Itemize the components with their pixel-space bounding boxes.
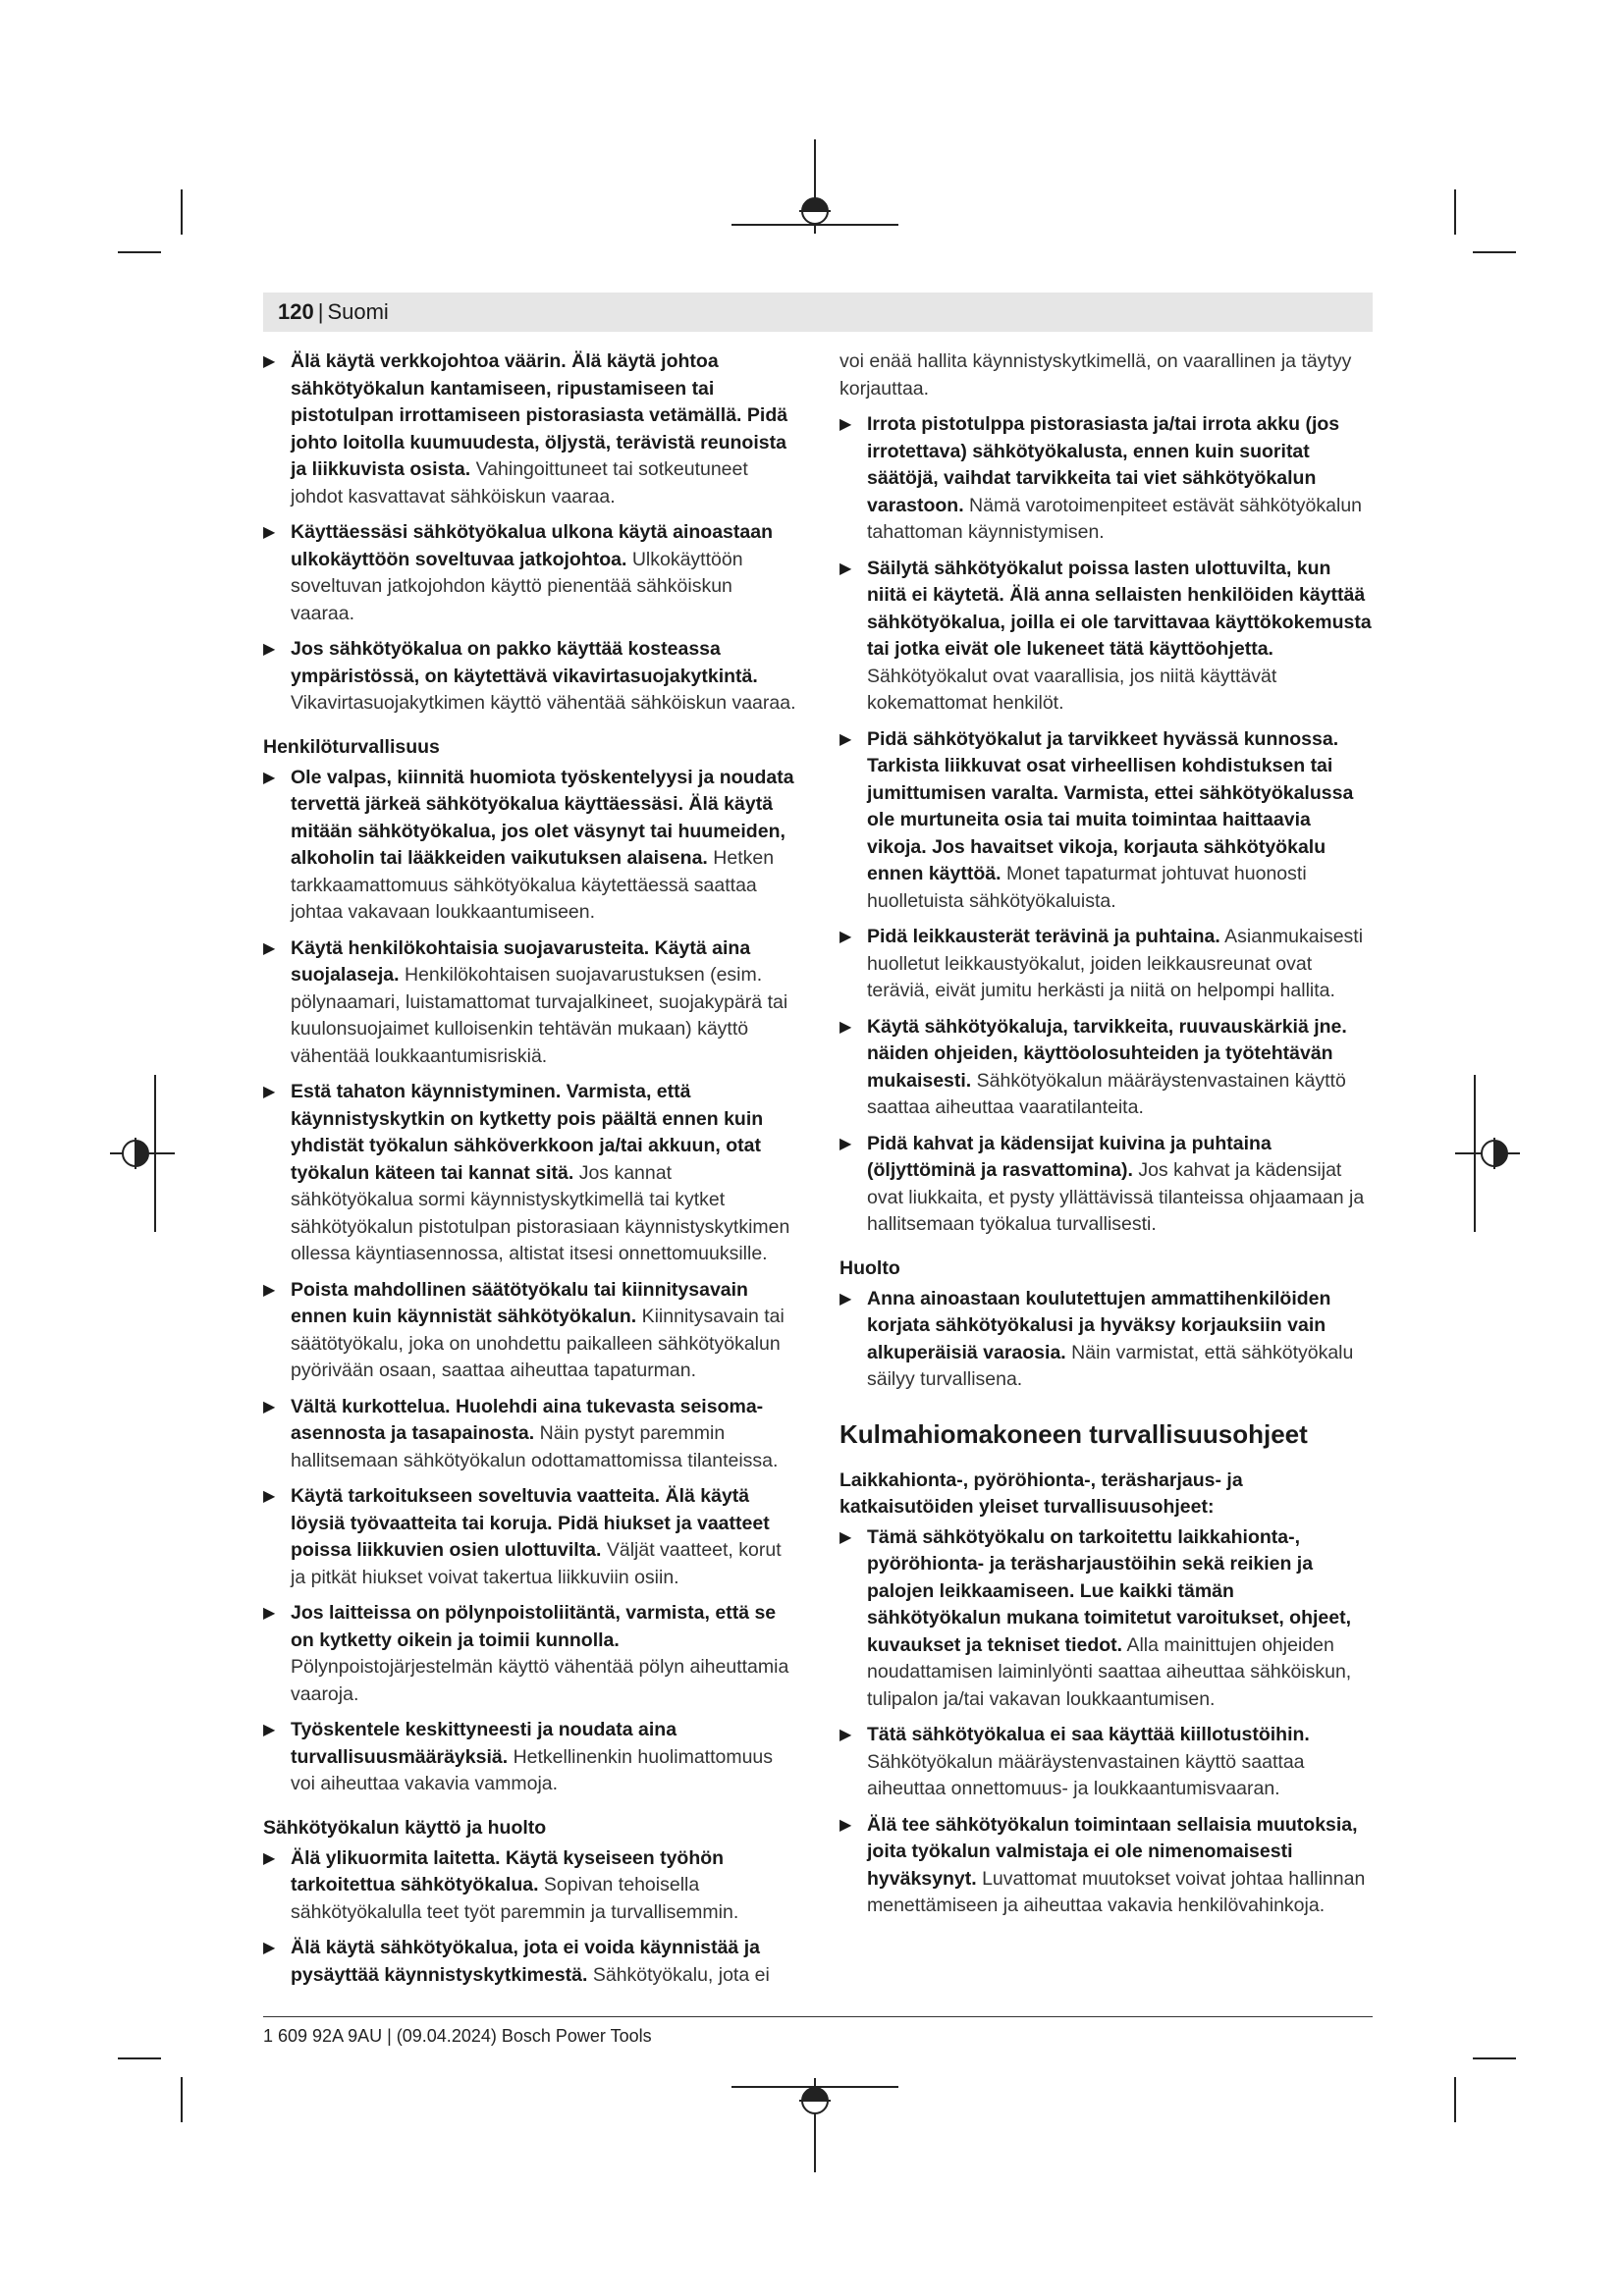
language-label: Suomi	[327, 299, 389, 324]
bullet-arrow-icon: ▶	[263, 1849, 276, 1867]
safety-item	[263, 519, 796, 627]
instruction-bold: Käyttäessäsi sähkötyökalua ulkona käytä ainoastaan ulkokäyttöön soveltuvaa jatkojohtoa.	[291, 521, 773, 570]
instruction-bold: Käytä tarkoitukseen soveltuvia vaatteita. Älä käytä löysiä työvaatteita tai koruja. Pidä hiukset ja vaatteet poissa liikkuvien osien ulottuvilta.	[291, 1485, 770, 1561]
page-header	[278, 298, 389, 326]
registration-mark-icon	[108, 1070, 177, 1237]
instruction-explanation: Vahingoittuneet tai sotkeutuneet johdot kasvattavat sähköiskun vaaraa.	[291, 458, 748, 507]
safety-item	[839, 1812, 1373, 1920]
instruction-bold: Poista mahdollinen säätötyökalu tai kiinnitysavain ennen kuin käynnistät sähkötyökalun.	[291, 1278, 748, 1327]
instruction-explanation: Näin pystyt paremmin hallitsemaan sähkötyökalun odottamattomissa tilanteissa.	[291, 1422, 779, 1471]
instruction-explanation: Pölynpoistojärjestelmän käyttö vähentää pölyn aiheuttamia vaaroja.	[291, 1656, 789, 1705]
bullet-arrow-icon: ▶	[839, 560, 852, 577]
safety-item	[839, 1286, 1373, 1394]
bullet-arrow-icon: ▶	[839, 1018, 852, 1036]
crop-mark	[1473, 251, 1516, 253]
bullet-arrow-icon: ▶	[263, 1605, 276, 1622]
instruction-bold: Jos sähkötyökalua on pakko käyttää kosteassa ympäristössä, on käytettävä vikavirtasuojakytkintä.	[291, 638, 758, 687]
bullet-arrow-icon: ▶	[263, 1722, 276, 1738]
safety-item	[839, 1722, 1373, 1803]
right-column	[839, 348, 1373, 1929]
safety-item	[839, 556, 1373, 718]
safety-item	[263, 636, 796, 718]
instruction-explanation: Nämä varotoimenpiteet estävät sähkötyökalun tahattoman käynnistymisen.	[867, 494, 1363, 543]
section-subheading: Henkilöturvallisuus	[263, 735, 440, 758]
bullet-arrow-icon: ▶	[263, 353, 276, 370]
crop-mark	[1454, 189, 1456, 235]
left-column	[263, 348, 796, 1998]
instruction-explanation: Asianmukaisesti huolletut leikkaustyökalut, joiden leikkausreunat ovat teräviä, eivät jumitu herkästi ja niitä on helpompi hallita.	[867, 926, 1364, 1001]
safety-item	[263, 765, 796, 927]
instruction-bold: Tämä sähkötyökalu on tarkoitettu laikkahionta-, pyöröhionta- ja teräsharjaustöihin sekä reikien ja palojen leikkaamiseen. Lue kaikki tämän sähkötyökalun mukana toimitetut varoitukset, ohjeet, kuvaukset ja tekniset tiedot.	[867, 1525, 1352, 1656]
registration-mark-icon	[727, 137, 903, 236]
section-title: Kulmahiomakoneen turvallisuusohjeet	[839, 1418, 1308, 1449]
instruction-explanation: Alla mainittujen ohjeiden noudattamisen laiminlyönti saattaa aiheuttaa sähköiskun, tulipalon ja/tai vakavan loukkaantumisen.	[867, 1633, 1352, 1710]
footer-divider	[263, 2016, 1373, 2017]
crop-mark	[118, 251, 161, 253]
bullet-arrow-icon: ▶	[263, 769, 276, 786]
instruction-explanation: Jos kannat sähkötyökalua sormi käynnistyskytkimellä tai kytket sähkötyökalun pistotulpan pistorasiaan käynnistyskytkimen ollessa käyntiasennossa, altistat itsesi onnettomuuksille.	[291, 1161, 790, 1264]
instruction-bold: Käytä sähkötyökaluja, tarvikkeita, ruuvauskärkiä jne. näiden ohjeiden, käyttöolosuhteiden ja työtehtävän mukaisesti.	[867, 1015, 1347, 1092]
instruction-explanation: Monet tapaturmat johtuvat huonosti huolletuista sähkötyökaluista.	[867, 863, 1307, 912]
safety-item	[839, 1014, 1373, 1122]
registration-mark-icon	[727, 2076, 903, 2174]
instruction-explanation: Kiinnitysavain tai säätötyökalu, joka on unohdettu paikalleen sähkötyökalun pyörivään osaan, saattaa aiheuttaa tapaturman.	[291, 1306, 785, 1381]
bullet-arrow-icon: ▶	[263, 1398, 276, 1415]
instruction-bold: Ole valpas, kiinnitä huomiota työskentelyysi ja noudata tervettä järkeä sähkötyökalua käyttäessäsi. Älä käytä mitään sähkötyökalua, jos olet väsynyt tai huumeiden, alkoholin tai lääkkeiden vaikutuksen alaisena.	[291, 766, 794, 869]
bullet-arrow-icon: ▶	[839, 730, 852, 748]
safety-item	[839, 726, 1373, 916]
crop-mark	[181, 189, 183, 235]
instruction-explanation: Ulkokäyttöön soveltuvan jatkojohdon käyttö pienentää sähköiskun vaaraa.	[291, 548, 743, 624]
instruction-explanation: Hetkellinenkin huolimattomuus voi aiheuttaa vakavia vammoja.	[291, 1745, 774, 1794]
registration-mark-icon	[1453, 1070, 1522, 1237]
bullet-arrow-icon: ▶	[839, 1135, 852, 1152]
bullet-arrow-icon: ▶	[263, 939, 276, 957]
bullet-arrow-icon: ▶	[839, 929, 852, 945]
instruction-bold: Työskentele keskittyneesti ja noudata aina turvallisuusmääräyksiä.	[291, 1719, 677, 1768]
instruction-bold: Vältä kurkottelua. Huolehdi aina tukevasta seisoma-asennosta ja tasapainosta.	[291, 1395, 764, 1444]
section-subheading: Sähkötyökalun käyttö ja huolto	[263, 1816, 547, 1839]
continued-paragraph: voi enää hallita käynnistyskytkimellä, on vaarallinen ja täytyy korjauttaa.	[839, 350, 1352, 400]
bullet-arrow-icon: ▶	[263, 641, 276, 658]
crop-mark	[118, 2057, 161, 2059]
instruction-bold: Irrota pistotulppa pistorasiasta ja/tai irrota akku (jos irrotettava) sähkötyökalusta, ennen kuin suoritat säätöjä, vaihdat tarvikkeita tai viet sähkötyökalun varastoon.	[867, 413, 1340, 516]
instruction-explanation: Sähkötyökalun määräystenvastainen käyttö saattaa aiheuttaa vaaratilanteita.	[867, 1069, 1346, 1118]
instruction-explanation: Vikavirtasuojakytkimen käyttö vähentää sähköiskun vaaraa.	[291, 692, 796, 714]
instruction-bold: Tätä sähkötyökalua ei saa käyttää kiillotustöihin.	[867, 1724, 1310, 1745]
page-number: 120	[278, 299, 314, 324]
safety-item	[263, 1600, 796, 1708]
bullet-arrow-icon: ▶	[263, 1281, 276, 1299]
instruction-explanation: Sähkötyökalu, jota ei	[592, 1963, 770, 1986]
instruction-explanation: Sopivan tehoisella sähkötyökalulla teet työt paremmin ja turvallisemmin.	[291, 1874, 739, 1923]
page-header-bar	[263, 293, 1373, 332]
bullet-arrow-icon: ▶	[263, 1488, 276, 1505]
instruction-explanation: Hetken tarkkaamattomuus sähkötyökalua käytettäessä saattaa johtaa vakavaan loukkaantumiseen.	[291, 847, 775, 923]
instruction-explanation: Jos kahvat ja kädensijat ovat liukkaita, et pysty yllättävissä tilanteissa ohjaamaan ja hallitsemaan työkalua turvallisesti.	[867, 1159, 1365, 1235]
instruction-explanation: Sähkötyökalun määräystenvastainen käyttö saattaa aiheuttaa onnettomuus- ja loukkaantumisvaaran.	[867, 1750, 1305, 1799]
safety-item	[263, 1717, 796, 1798]
bullet-arrow-icon: ▶	[839, 1528, 852, 1546]
safety-item	[839, 411, 1373, 547]
bullet-arrow-icon: ▶	[263, 1940, 276, 1956]
bullet-arrow-icon: ▶	[839, 1816, 852, 1834]
footer-text: 1 609 92A 9AU | (09.04.2024) Bosch Power Tools	[263, 2026, 652, 2046]
safety-item	[839, 1131, 1373, 1239]
safety-item	[263, 1277, 796, 1385]
bullet-arrow-icon: ▶	[263, 1084, 276, 1100]
instruction-bold: Säilytä sähkötyökalut poissa lasten ulottuvilta, kun niitä ei käytetä. Älä anna sellaisten henkilöiden käyttää sähkötyökalua, joilla ei ole tarvittavaa käyttökokemusta tai jotka eivät ole lukeneet tätä käyttöohjetta.	[867, 557, 1372, 660]
safety-item	[839, 924, 1373, 1005]
section-subheading: Laikkahionta-, pyöröhionta-, teräsharjaus- ja katkaisutöiden yleiset turvallisuusohjeet:	[839, 1468, 1243, 1518]
instruction-explanation: Sähkötyökalut ovat vaarallisia, jos niitä käyttävät kokemattomat henkilöt.	[867, 665, 1277, 714]
safety-item	[263, 348, 796, 510]
instruction-explanation: Luvattomat muutokset voivat johtaa hallinnan menettämiseen ja aiheuttaa vakavia henkilövahinkoja.	[867, 1867, 1366, 1916]
safety-item	[263, 1935, 796, 1989]
safety-item	[263, 1845, 796, 1927]
instruction-bold: Älä käytä verkkojohtoa väärin. Älä käytä johtoa sähkötyökalun kantamiseen, ripustamiseen tai pistotulpan irrottamiseen pistorasiasta vetämällä. Pidä johto loitolla kuumuudesta, öljystä, terävistä reunoista ja liikkuvista osista.	[291, 350, 788, 480]
section-subheading: Huolto	[839, 1256, 900, 1279]
instruction-bold: Pidä leikkausterät terävinä ja puhtaina.	[867, 926, 1220, 947]
bullet-arrow-icon: ▶	[263, 524, 276, 541]
instruction-bold: Älä tee sähkötyökalun toimintaan sellaisia muutoksia, joita työkalun valmistaja ei ole nimenomaisesti hyväksynyt.	[867, 1813, 1358, 1890]
instruction-bold: Käytä henkilökohtaisia suojavarusteita. Käytä aina suojalaseja.	[291, 936, 751, 986]
bullet-arrow-icon: ▶	[839, 1290, 852, 1308]
instruction-explanation: Henkilökohtaisen suojavarustuksen (esim. pölynaamari, luistamattomat turvajalkineet, suojakypärä tai kuulonsuojaimet kulloisenkin tehtävän mukaan) käyttö vähentää loukkaantumisriskiä.	[291, 964, 788, 1067]
safety-item	[839, 1524, 1373, 1714]
header-separator: |	[317, 299, 324, 324]
instruction-bold: Älä ylikuormita laitetta. Käytä kyseiseen työhön tarkoitettua sähkötyökalua.	[291, 1846, 725, 1896]
instruction-bold: Pidä kahvat ja kädensijat kuivina ja puhtaina (öljyttöminä ja rasvattomina).	[867, 1132, 1272, 1181]
safety-item	[263, 1483, 796, 1591]
crop-mark	[1454, 2077, 1456, 2122]
crop-mark	[181, 2077, 183, 2122]
instruction-bold: Anna ainoastaan koulutettujen ammattihenkilöiden korjata sähkötyökalusi ja hyväksy korjauksiin vain alkuperäisiä varaosia.	[867, 1287, 1331, 1363]
instruction-bold: Älä käytä sähkötyökalua, jota ei voida käynnistää ja pysäyttää käynnistyskytkimestä.	[291, 1937, 760, 1986]
safety-item	[263, 1394, 796, 1475]
bullet-arrow-icon: ▶	[839, 416, 852, 433]
instruction-bold: Pidä sähkötyökalut ja tarvikkeet hyvässä kunnossa. Tarkista liikkuvat osat virheellisen kohdistuksen tai jumittumisen varalta. Varmista, ettei sähkötyökalussa ole murtuneita osia tai muita toimintaa haittaavia vikoja. Jos havaitset vikoja, korjauta sähkötyökalu ennen käyttöä.	[867, 727, 1354, 884]
instruction-bold: Jos laitteissa on pölynpoistoliitäntä, varmista, että se on kytketty oikein ja toimii kunnolla.	[291, 1602, 777, 1651]
crop-mark	[1473, 2057, 1516, 2059]
safety-item	[263, 935, 796, 1071]
bullet-arrow-icon: ▶	[839, 1727, 852, 1743]
instruction-explanation: Näin varmistat, että sähkötyökalu säilyy turvallisena.	[867, 1341, 1354, 1390]
instruction-bold: Estä tahaton käynnistyminen. Varmista, että käynnistyskytkin on kytketty pois päältä ennen kuin yhdistät työkalun sähköverkkoon ja/tai akkuun, otat työkalun käteen tai kannat sitä.	[291, 1081, 764, 1184]
instruction-explanation: Väljät vaatteet, korut ja pitkät hiukset voivat takertua liikkuviin osiin.	[291, 1539, 782, 1588]
safety-item	[263, 1079, 796, 1268]
